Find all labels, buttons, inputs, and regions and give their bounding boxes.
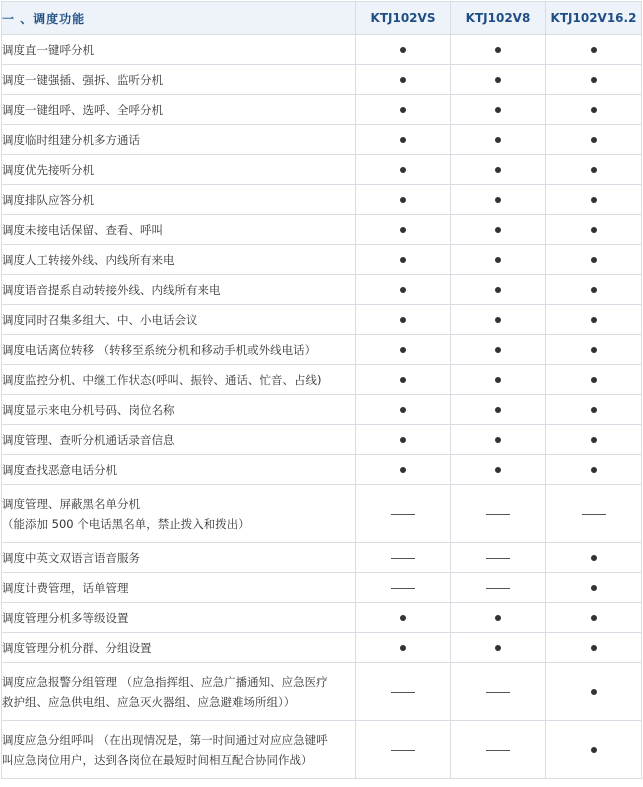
supported-dot-icon — [591, 227, 597, 233]
table-row — [2, 721, 642, 779]
supported-dot-icon — [400, 645, 406, 651]
support-cell-ktj102v16-2 — [546, 425, 642, 455]
feature-cell — [2, 275, 356, 305]
support-cell-ktj102vs — [356, 573, 451, 603]
table-row — [2, 125, 642, 155]
supported-dot-icon — [400, 287, 406, 293]
support-cell-ktj102v16-2 — [546, 573, 642, 603]
table-row — [2, 305, 642, 335]
supported-dot-icon — [591, 615, 597, 621]
feature-cell — [2, 543, 356, 573]
support-cell-ktj102v8 — [451, 543, 546, 573]
support-cell-ktj102v16-2 — [546, 95, 642, 125]
feature-cell — [2, 95, 356, 125]
supported-dot-icon — [400, 317, 406, 323]
not-supported-dash-icon — [391, 558, 415, 559]
feature-cell — [2, 335, 356, 365]
feature-text: 救护组、应急供电组、应急灭火器组、应急避难场所组）） — [2, 694, 296, 709]
support-cell-ktj102v8 — [451, 573, 546, 603]
not-supported-dash-icon — [391, 588, 415, 589]
table-row — [2, 245, 642, 275]
support-cell-ktj102v8 — [451, 485, 546, 543]
support-cell-ktj102v8 — [451, 245, 546, 275]
supported-dot-icon — [495, 107, 501, 113]
feature-cell — [2, 305, 356, 335]
supported-dot-icon — [495, 137, 501, 143]
supported-dot-icon — [495, 317, 501, 323]
supported-dot-icon — [400, 137, 406, 143]
supported-dot-icon — [591, 317, 597, 323]
dispatch-function-table — [1, 1, 642, 779]
supported-dot-icon — [400, 347, 406, 353]
support-cell-ktj102v8 — [451, 425, 546, 455]
support-cell-ktj102vs — [356, 275, 451, 305]
feature-cell — [2, 125, 356, 155]
supported-dot-icon — [591, 287, 597, 293]
supported-dot-icon — [591, 689, 597, 695]
supported-dot-icon — [400, 47, 406, 53]
not-supported-dash-icon — [486, 692, 510, 693]
support-cell-ktj102vs — [356, 603, 451, 633]
support-cell-ktj102v8 — [451, 185, 546, 215]
feature-cell — [2, 65, 356, 95]
support-cell-ktj102v16-2 — [546, 215, 642, 245]
table-row — [2, 95, 642, 125]
feature-text: 调度一键组呼、选呼、全呼分机 — [2, 102, 163, 117]
supported-dot-icon — [495, 645, 501, 651]
supported-dot-icon — [400, 257, 406, 263]
feature-text: 调度排队应答分机 — [2, 192, 94, 207]
support-cell-ktj102v8 — [451, 663, 546, 721]
support-cell-ktj102vs — [356, 395, 451, 425]
supported-dot-icon — [495, 77, 501, 83]
feature-cell — [2, 185, 356, 215]
table-row — [2, 65, 642, 95]
support-cell-ktj102vs — [356, 95, 451, 125]
supported-dot-icon — [495, 347, 501, 353]
support-cell-ktj102v16-2 — [546, 335, 642, 365]
model-header-ktj102vs: KTJ102VS — [356, 2, 451, 35]
support-cell-ktj102vs — [356, 485, 451, 543]
feature-text: 调度人工转接外线、内线所有来电 — [2, 252, 175, 267]
supported-dot-icon — [495, 197, 501, 203]
supported-dot-icon — [591, 467, 597, 473]
table-row — [2, 365, 642, 395]
table-row — [2, 425, 642, 455]
support-cell-ktj102vs — [356, 35, 451, 65]
feature-text: 调度同时召集多组大、中、小电话会议 — [2, 312, 198, 327]
feature-cell — [2, 35, 356, 65]
feature-text: 调度直一键呼分机 — [2, 42, 94, 57]
table-row — [2, 395, 642, 425]
table-row — [2, 603, 642, 633]
table-row — [2, 455, 642, 485]
supported-dot-icon — [591, 747, 597, 753]
support-cell-ktj102vs — [356, 305, 451, 335]
not-supported-dash-icon — [582, 514, 606, 515]
feature-text: 调度显示来电分机号码、岗位名称 — [2, 402, 175, 417]
supported-dot-icon — [591, 107, 597, 113]
feature-text: 调度中英文双语言语音服务 — [2, 550, 140, 565]
feature-column-header: 一 、调度功能 — [2, 2, 356, 35]
supported-dot-icon — [591, 645, 597, 651]
feature-cell — [2, 485, 356, 543]
not-supported-dash-icon — [391, 692, 415, 693]
not-supported-dash-icon — [391, 750, 415, 751]
not-supported-dash-icon — [486, 750, 510, 751]
supported-dot-icon — [400, 227, 406, 233]
support-cell-ktj102v8 — [451, 603, 546, 633]
support-cell-ktj102v16-2 — [546, 543, 642, 573]
support-cell-ktj102v16-2 — [546, 185, 642, 215]
support-cell-ktj102vs — [356, 633, 451, 663]
support-cell-ktj102v16-2 — [546, 633, 642, 663]
supported-dot-icon — [400, 467, 406, 473]
table-row — [2, 215, 642, 245]
feature-text: 调度管理、屏蔽黑名单分机 — [2, 496, 140, 511]
supported-dot-icon — [591, 407, 597, 413]
support-cell-ktj102v16-2 — [546, 663, 642, 721]
feature-text: 叫应急岗位用户，达到各岗位在最短时间相互配合协同作战） — [2, 752, 313, 767]
support-cell-ktj102v8 — [451, 65, 546, 95]
support-cell-ktj102v16-2 — [546, 305, 642, 335]
table-row — [2, 35, 642, 65]
support-cell-ktj102v8 — [451, 455, 546, 485]
support-cell-ktj102v16-2 — [546, 603, 642, 633]
feature-text: 调度语音提系自动转接外线、内线所有来电 — [2, 282, 221, 297]
support-cell-ktj102vs — [356, 663, 451, 721]
feature-cell — [2, 365, 356, 395]
supported-dot-icon — [495, 467, 501, 473]
feature-cell — [2, 633, 356, 663]
support-cell-ktj102v16-2 — [546, 35, 642, 65]
support-cell-ktj102v8 — [451, 215, 546, 245]
supported-dot-icon — [495, 615, 501, 621]
feature-text: 调度应急报警分组管理 （应急指挥组、应急广播通知、应急医疗 — [2, 674, 328, 689]
table-row — [2, 275, 642, 305]
table-header-row — [2, 2, 642, 35]
supported-dot-icon — [495, 257, 501, 263]
support-cell-ktj102vs — [356, 155, 451, 185]
supported-dot-icon — [591, 555, 597, 561]
table-row — [2, 185, 642, 215]
table-row — [2, 543, 642, 573]
supported-dot-icon — [591, 197, 597, 203]
supported-dot-icon — [495, 287, 501, 293]
support-cell-ktj102v8 — [451, 395, 546, 425]
feature-cell — [2, 455, 356, 485]
model-header-ktj102v8: KTJ102V8 — [451, 2, 546, 35]
supported-dot-icon — [591, 257, 597, 263]
table-row — [2, 573, 642, 603]
feature-cell — [2, 395, 356, 425]
support-cell-ktj102v8 — [451, 155, 546, 185]
support-cell-ktj102vs — [356, 335, 451, 365]
support-cell-ktj102vs — [356, 721, 451, 779]
feature-text: 调度优先接听分机 — [2, 162, 94, 177]
support-cell-ktj102v8 — [451, 125, 546, 155]
feature-text: 调度应急分组呼叫 （在出现情况是，第一时间通过对应应急键呼 — [2, 732, 328, 747]
supported-dot-icon — [495, 47, 501, 53]
supported-dot-icon — [400, 407, 406, 413]
supported-dot-icon — [495, 407, 501, 413]
support-cell-ktj102v8 — [451, 95, 546, 125]
supported-dot-icon — [591, 47, 597, 53]
support-cell-ktj102v16-2 — [546, 245, 642, 275]
supported-dot-icon — [591, 585, 597, 591]
support-cell-ktj102v16-2 — [546, 721, 642, 779]
support-cell-ktj102v8 — [451, 275, 546, 305]
support-cell-ktj102v8 — [451, 721, 546, 779]
support-cell-ktj102vs — [356, 185, 451, 215]
not-supported-dash-icon — [486, 588, 510, 589]
supported-dot-icon — [495, 227, 501, 233]
support-cell-ktj102vs — [356, 245, 451, 275]
supported-dot-icon — [591, 137, 597, 143]
feature-text: 调度电话离位转移 （转移至系统分机和移动手机或外线电话） — [2, 342, 317, 357]
feature-text: 调度未接电话保留、查看、呼叫 — [2, 222, 163, 237]
feature-cell — [2, 573, 356, 603]
supported-dot-icon — [400, 77, 406, 83]
support-cell-ktj102v16-2 — [546, 155, 642, 185]
supported-dot-icon — [495, 377, 501, 383]
feature-text: 调度管理分机分群、分组设置 — [2, 640, 152, 655]
feature-cell — [2, 663, 356, 721]
support-cell-ktj102v8 — [451, 335, 546, 365]
supported-dot-icon — [591, 437, 597, 443]
support-cell-ktj102vs — [356, 455, 451, 485]
feature-cell — [2, 155, 356, 185]
support-cell-ktj102v8 — [451, 35, 546, 65]
table-body — [2, 35, 642, 779]
feature-cell — [2, 721, 356, 779]
supported-dot-icon — [400, 377, 406, 383]
support-cell-ktj102vs — [356, 65, 451, 95]
support-cell-ktj102vs — [356, 425, 451, 455]
feature-cell — [2, 425, 356, 455]
table-row — [2, 633, 642, 663]
feature-text: 调度管理分机多等级设置 — [2, 610, 129, 625]
feature-cell — [2, 215, 356, 245]
support-cell-ktj102v16-2 — [546, 365, 642, 395]
model-header-ktj102v16-2: KTJ102V16.2 — [546, 2, 642, 35]
supported-dot-icon — [591, 167, 597, 173]
support-cell-ktj102v16-2 — [546, 275, 642, 305]
feature-text: 调度监控分机、中继工作状态(呼叫、振铃、通话、忙音、占线) — [2, 372, 322, 387]
supported-dot-icon — [495, 167, 501, 173]
support-cell-ktj102vs — [356, 543, 451, 573]
support-cell-ktj102vs — [356, 125, 451, 155]
support-cell-ktj102v8 — [451, 305, 546, 335]
support-cell-ktj102v8 — [451, 633, 546, 663]
support-cell-ktj102v8 — [451, 365, 546, 395]
supported-dot-icon — [591, 347, 597, 353]
support-cell-ktj102v16-2 — [546, 125, 642, 155]
support-cell-ktj102vs — [356, 365, 451, 395]
supported-dot-icon — [400, 615, 406, 621]
supported-dot-icon — [400, 107, 406, 113]
feature-text: 调度管理、查听分机通话录音信息 — [2, 432, 175, 447]
not-supported-dash-icon — [486, 558, 510, 559]
table-row — [2, 155, 642, 185]
feature-cell — [2, 245, 356, 275]
supported-dot-icon — [400, 197, 406, 203]
feature-text: （能添加 500 个电话黑名单，禁止拨入和拨出） — [2, 516, 250, 531]
supported-dot-icon — [591, 377, 597, 383]
feature-cell — [2, 603, 356, 633]
supported-dot-icon — [591, 77, 597, 83]
feature-text: 调度一键强插、强拆、监听分机 — [2, 72, 163, 87]
table-row — [2, 663, 642, 721]
support-cell-ktj102v16-2 — [546, 65, 642, 95]
supported-dot-icon — [495, 437, 501, 443]
support-cell-ktj102v16-2 — [546, 485, 642, 543]
feature-text: 调度临时组建分机多方通话 — [2, 132, 140, 147]
table-row — [2, 335, 642, 365]
support-cell-ktj102v16-2 — [546, 395, 642, 425]
not-supported-dash-icon — [391, 514, 415, 515]
support-cell-ktj102v16-2 — [546, 455, 642, 485]
not-supported-dash-icon — [486, 514, 510, 515]
feature-text: 调度查找恶意电话分机 — [2, 462, 117, 477]
supported-dot-icon — [400, 437, 406, 443]
feature-text: 调度计费管理，话单管理 — [2, 580, 129, 595]
support-cell-ktj102vs — [356, 215, 451, 245]
supported-dot-icon — [400, 167, 406, 173]
table-row — [2, 485, 642, 543]
